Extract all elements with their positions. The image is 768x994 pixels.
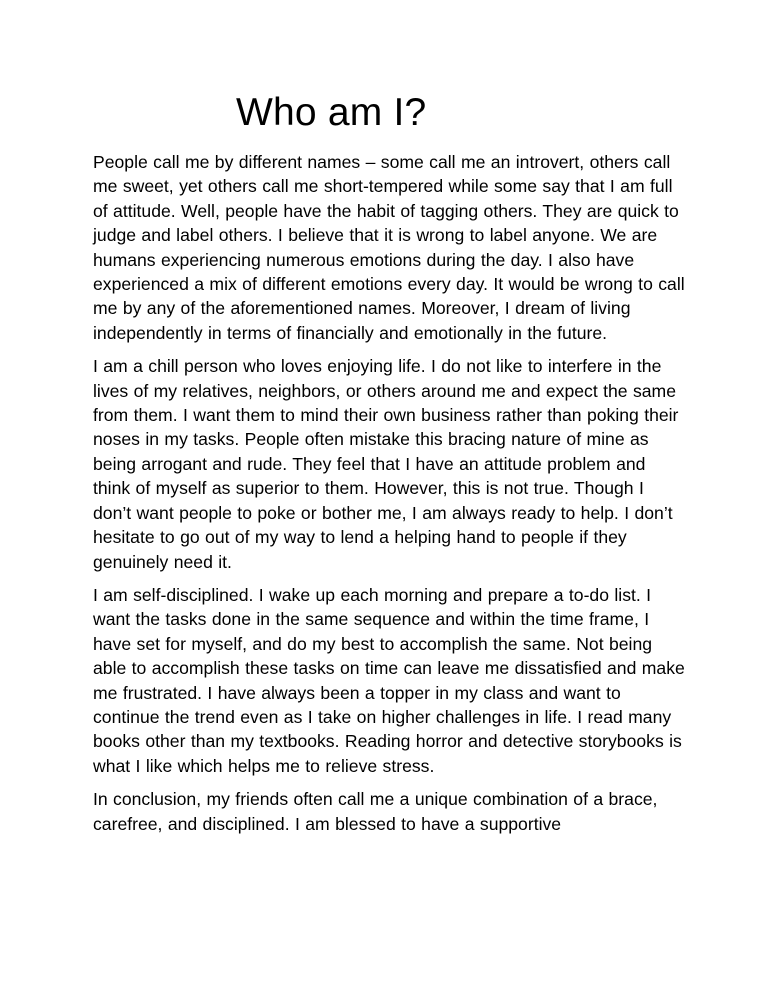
- paragraph-3: I am self-disciplined. I wake up each morning and prepare a to-do list. I want the tasks done in the same sequence and within the time frame, I have set for myself, and do my best to accomplish the same. Not being able to accomplish these tasks on time can leave me dissatisfied and make me frustrated. I have always been a topper in my class and want to continue the trend even as I take on higher challenges in life. I read many books other than my textbooks. Reading horror and detective storybooks is what I like which helps me to relieve stress.: [93, 584, 685, 776]
- paragraph-2: I am a chill person who loves enjoying life. I do not like to interfere in the lives of my relatives, neighbors, or others around me and expect the same from them. I want them to mind their own business rather than poking their noses in my tasks. People often mistake this bracing nature of mine as being arrogant and rude. They feel that I have an attitude problem and think of myself as superior to them. However, this is not true. Though I don’t want people to poke or bother me, I am always ready to help. I don’t hesitate to go out of my way to lend a helping hand to people if they genuinely need it.: [93, 356, 679, 572]
- paragraph-4: In conclusion, my friends often call me a unique combination of a brace, carefree, and disciplined. I am blessed to have a supportive: [93, 789, 658, 834]
- paragraph-1: People call me by different names – some call me an introvert, others call me sweet, yet others call me short-tempered while some say that I am full of attitude. Well, people have the habit of tagging others. They are quick to judge and label others. I believe that it is wrong to label anyone. We are humans experiencing numerous emotions during the day. I also have experienced a mix of different emotions every day. It would be wrong to call me by any of the aforementioned names. Moreover, I dream of living independently in terms of financially and emotionally in the future.: [93, 152, 685, 343]
- page-title: Who am I?: [236, 91, 427, 134]
- essay-body: [93, 150, 685, 845]
